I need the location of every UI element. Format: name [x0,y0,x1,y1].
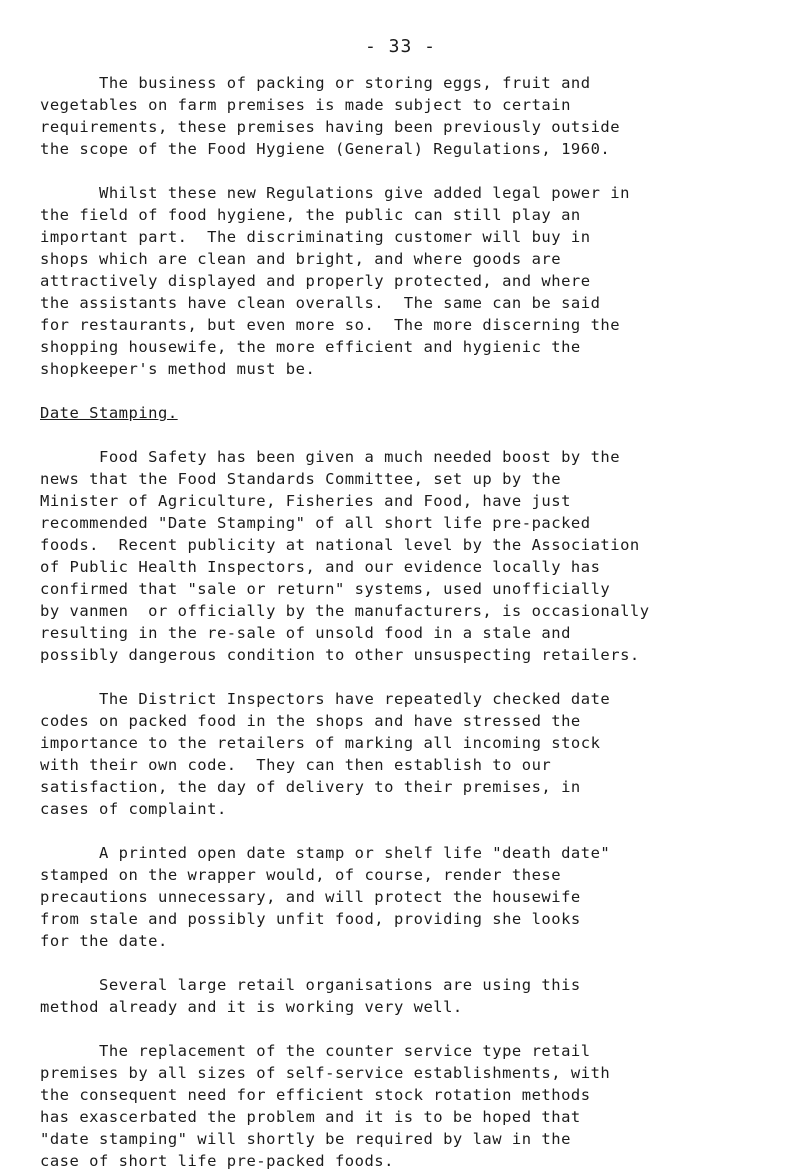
paragraph [40,688,785,820]
text-line: news that the Food Standards Committee, set up by the [40,470,562,488]
text-line: Food Safety has been given a much needed boost by the [40,448,621,466]
paragraph [40,842,785,952]
text-line: The District Inspectors have repeatedly checked date [40,690,611,708]
text-line: shops which are clean and bright, and where goods are [40,250,562,268]
text-line: Several large retail organisations are using this [40,976,581,994]
text-line: confirmed that "sale or return" systems, used unofficially [40,580,611,598]
spacer [40,952,785,974]
text-line: method already and it is working very well. [40,998,463,1016]
text-line: requirements, these premises having been previously outside [40,118,621,136]
text-line: case of short life pre-packed foods. [40,1152,394,1170]
text-line: of Public Health Inspectors, and our evidence locally has [40,558,601,576]
text-line: Whilst these new Regulations give added legal power in [40,184,630,202]
section-heading: Date Stamping. [40,404,178,422]
text-line: the field of food hygiene, the public can still play an [40,206,581,224]
text-line: for restaurants, but even more so. The more discerning the [40,316,621,334]
section-intro [40,72,785,380]
text-line: foods. Recent publicity at national level by the Association [40,536,640,554]
text-line: shopping housewife, the more efficient and hygienic the [40,338,581,356]
text-line: important part. The discriminating customer will buy in [40,228,591,246]
text-line: shopkeeper's method must be. [40,360,316,378]
section-date-stamping [40,446,785,1172]
text-line: the consequent need for efficient stock rotation methods [40,1086,591,1104]
text-line: the scope of the Food Hygiene (General) Regulations, 1960. [40,140,611,158]
text-line: Minister of Agriculture, Fisheries and Food, have just [40,492,571,510]
text-line: premises by all sizes of self-service establishments, with [40,1064,611,1082]
text-line: stamped on the wrapper would, of course, render these [40,866,562,884]
text-line: codes on packed food in the shops and have stressed the [40,712,581,730]
text-line: with their own code. They can then establish to our [40,756,552,774]
text-line: resulting in the re-sale of unsold food in a stale and [40,624,571,642]
text-line: recommended "Date Stamping" of all short life pre-packed [40,514,591,532]
paragraph [40,446,785,666]
document-body [40,72,785,1172]
text-line: importance to the retailers of marking all incoming stock [40,734,601,752]
text-line: from stale and possibly unfit food, providing she looks [40,910,581,928]
text-line: vegetables on farm premises is made subject to certain [40,96,571,114]
paragraph [40,974,785,1018]
text-line: The replacement of the counter service type retail [40,1042,591,1060]
paragraph [40,72,785,160]
spacer [40,160,785,182]
text-line: the assistants have clean overalls. The same can be said [40,294,601,312]
text-line: "date stamping" will shortly be required by law in the [40,1130,571,1148]
text-line: possibly dangerous condition to other unsuspecting retailers. [40,646,640,664]
text-line: has exascerbated the problem and it is to be hoped that [40,1108,581,1126]
text-line: attractively displayed and properly protected, and where [40,272,591,290]
text-line: precautions unnecessary, and will protect the housewife [40,888,581,906]
paragraph [40,1040,785,1172]
page-number: - 33 - [364,36,437,57]
text-line: for the date. [40,932,168,950]
text-line: The business of packing or storing eggs, fruit and [40,74,591,92]
text-line: cases of complaint. [40,800,227,818]
spacer [40,1018,785,1040]
spacer [40,666,785,688]
paragraph [40,182,785,380]
spacer [40,380,785,402]
spacer [40,424,785,446]
text-line: A printed open date stamp or shelf life "death date" [40,844,611,862]
spacer [40,820,785,842]
text-line: satisfaction, the day of delivery to their premises, in [40,778,581,796]
text-line: by vanmen or officially by the manufacturers, is occasionally [40,602,650,620]
